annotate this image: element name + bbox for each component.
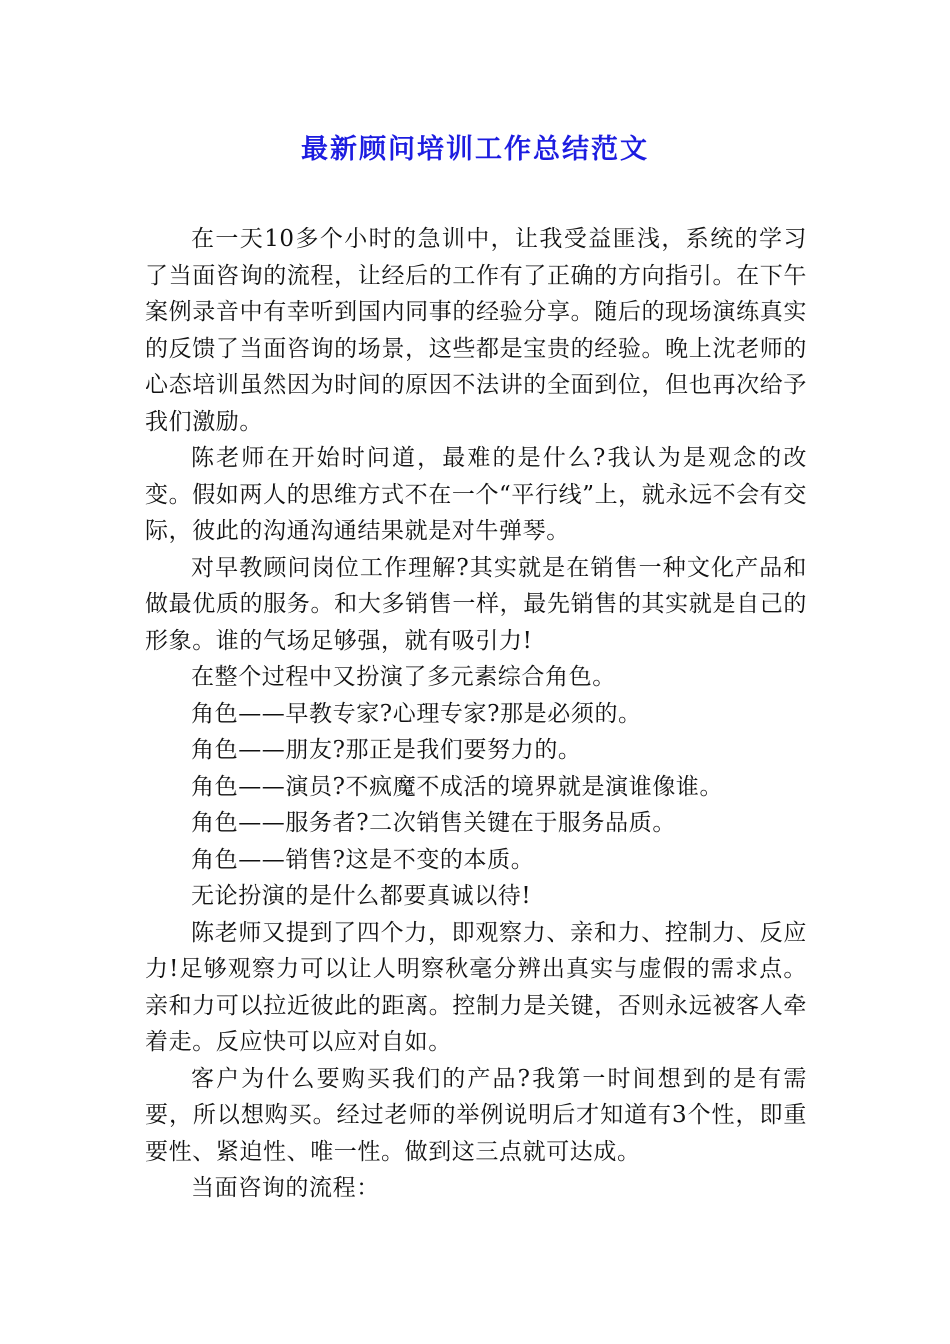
paragraph: 客户为什么要购买我们的产品?我第一时间想到的是有需要，所以想购买。经过老师的举例说明后才知道有3个性，即重要性、紧迫性、唯一性。做到这三点就可达成。 — [145, 1065, 807, 1165]
document-body — [145, 221, 807, 1207]
paragraph: 角色——服务者?二次销售关键在于服务品质。 — [191, 810, 676, 836]
paragraph: 角色——朋友?那正是我们要努力的。 — [191, 737, 582, 763]
paragraph: 角色——销售?这是不变的本质。 — [191, 846, 535, 873]
paragraph: 在整个过程中又扮演了多元素综合角色。 — [191, 664, 616, 690]
paragraph: 陈老师在开始时问道，最难的是什么?我认为是观念的改变。假如两人的思维方式不在一个“平行线”上，就永远不会有交际，彼此的沟通沟通结果就是对牛弹琴。 — [145, 445, 807, 544]
paragraph: 当面咨询的流程： — [191, 1175, 380, 1201]
paragraph: 角色——演员?不疯魔不成活的境界就是演谁像谁。 — [191, 773, 724, 800]
paragraph: 角色——早教专家?心理专家?那是必须的。 — [191, 700, 642, 727]
paragraph: 在一天10多个小时的急训中，让我受益匪浅，系统的学习了当面咨询的流程，让经后的工作有了正确的方向指引。在下午案例录音中有幸听到国内同事的经验分享。随后的现场演练真实的反馈了当面咨询的场景，这些都是宝贵的经验。晚上沈老师的心态培训虽然因为时间的原因不法讲的全面到位，但也再次给予我们激励。 — [145, 226, 807, 435]
paragraph: 对早教顾问岗位工作理解?其实就是在销售一种文化产品和做最优质的服务。和大多销售一样，最先销售的其实就是自己的形象。谁的气场足够强，就有吸引力! — [145, 554, 807, 654]
paragraph: 无论扮演的是什么都要真诚以待! — [191, 883, 532, 909]
paragraph: 陈老师又提到了四个力，即观察力、亲和力、控制力、反应力!足够观察力可以让人明察秋毫分辨出真实与虚假的需求点。亲和力可以拉近彼此的距离。控制力是关键，否则永远被客人牵着走。反应快可以应对自如。 — [145, 919, 807, 1055]
document-title: 最新顾问培训工作总结范文 — [301, 134, 649, 165]
